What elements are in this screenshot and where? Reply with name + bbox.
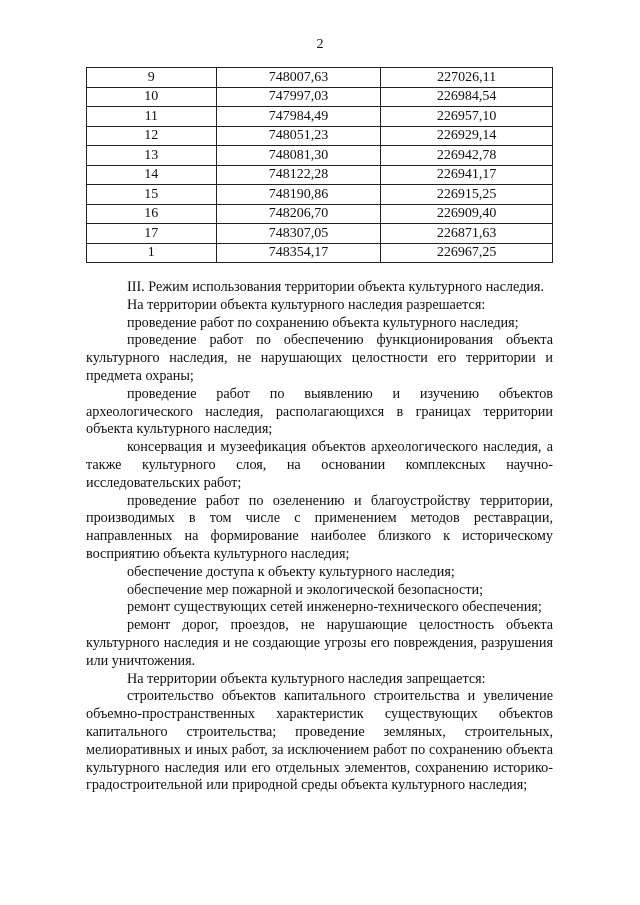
table-row: [87, 243, 553, 263]
section-heading: III. Режим использования территории объекта культурного наследия.: [127, 279, 544, 295]
list-item: ремонт существующих сетей инженерно-технического обеспечения;: [127, 599, 542, 616]
point-number-cell: 13: [87, 146, 217, 166]
point-number-cell: 15: [87, 185, 217, 205]
list-item: проведение работ по выявлению и изучению объектов археологического наследия, располагающихся в границах территории объекта культурного наследия;: [86, 385, 553, 438]
x-coordinate-cell: 748354,17: [216, 243, 381, 263]
list-item: консервация и музеефикация объектов археологического наследия, а также культурного слоя, на основании комплексных научно-исследовательских работ;: [86, 439, 553, 491]
list-item: проведение работ по сохранению объекта культурного наследия;: [127, 314, 519, 331]
list-item: обеспечение доступа к объекту культурного наследия;: [127, 563, 455, 580]
y-coordinate-cell: 227026,11: [381, 68, 553, 88]
point-number-cell: 17: [87, 224, 217, 244]
table-row: [87, 87, 553, 107]
y-coordinate-cell: 226967,25: [381, 243, 553, 263]
point-number-cell: 16: [87, 204, 217, 224]
y-coordinate-cell: 226941,17: [381, 165, 553, 185]
list-item: проведение работ по озеленению и благоустройству территории, производимых в том числе с применением методов реставрации, направленных на формирование наиболее близкого к историческому восприятию объекта культурного наследия;: [86, 492, 553, 562]
x-coordinate-cell: 748307,05: [216, 224, 381, 244]
point-number-cell: 10: [87, 87, 217, 107]
point-number-cell: 11: [87, 107, 217, 127]
x-coordinate-cell: 747997,03: [216, 87, 381, 107]
table-row: [87, 165, 553, 185]
y-coordinate-cell: 226984,54: [381, 87, 553, 107]
regime-section: [86, 279, 553, 795]
x-coordinate-cell: 748122,28: [216, 165, 381, 185]
permitted-intro: На территории объекта культурного наследия разрешается:: [127, 296, 486, 313]
prohibited-intro: На территории объекта культурного наследия запрещается:: [127, 670, 486, 687]
point-number-cell: 12: [87, 126, 217, 146]
list-item: обеспечение мер пожарной и экологической безопасности;: [127, 581, 484, 598]
table-row: [87, 204, 553, 224]
coordinates-table: [86, 67, 553, 263]
x-coordinate-cell: 747984,49: [216, 107, 381, 127]
permitted-list: [86, 315, 553, 671]
x-coordinate-cell: 748007,63: [216, 68, 381, 88]
point-number-cell: 14: [87, 165, 217, 185]
prohibited-list: [86, 688, 553, 795]
point-number-cell: 9: [87, 68, 217, 88]
x-coordinate-cell: 748081,30: [216, 146, 381, 166]
table-row: [87, 185, 553, 205]
x-coordinate-cell: 748051,23: [216, 126, 381, 146]
list-item: ремонт дорог, проездов, не нарушающие целостность объекта культурного наследия и не создающие угрозы его повреждения, разрушения или уничтожения.: [86, 617, 553, 669]
y-coordinate-cell: 226909,40: [381, 204, 553, 224]
x-coordinate-cell: 748206,70: [216, 204, 381, 224]
list-item: строительство объектов капитального строительства и увеличение объемно-пространственных характеристик существующих объектов капитального строительства; проведение земляных, строительных, мелиоративных и иных работ, за исключением работ по сохранению объекта культурного наследия или его отдельных элементов, сохранению историко-градостроительной или природной среды объекта культурного наследия;: [86, 688, 553, 794]
table-row: [87, 68, 553, 88]
table-row: [87, 146, 553, 166]
list-item: проведение работ по обеспечению функционирования объекта культурного наследия, не нарушающих целостности его территории и предмета охраны;: [86, 332, 553, 384]
y-coordinate-cell: 226871,63: [381, 224, 553, 244]
y-coordinate-cell: 226929,14: [381, 126, 553, 146]
y-coordinate-cell: 226915,25: [381, 185, 553, 205]
y-coordinate-cell: 226942,78: [381, 146, 553, 166]
point-number-cell: 1: [87, 243, 217, 263]
table-row: [87, 224, 553, 244]
y-coordinate-cell: 226957,10: [381, 107, 553, 127]
page-number: 2: [316, 37, 324, 52]
table-row: [87, 126, 553, 146]
x-coordinate-cell: 748190,86: [216, 185, 381, 205]
table-row: [87, 107, 553, 127]
